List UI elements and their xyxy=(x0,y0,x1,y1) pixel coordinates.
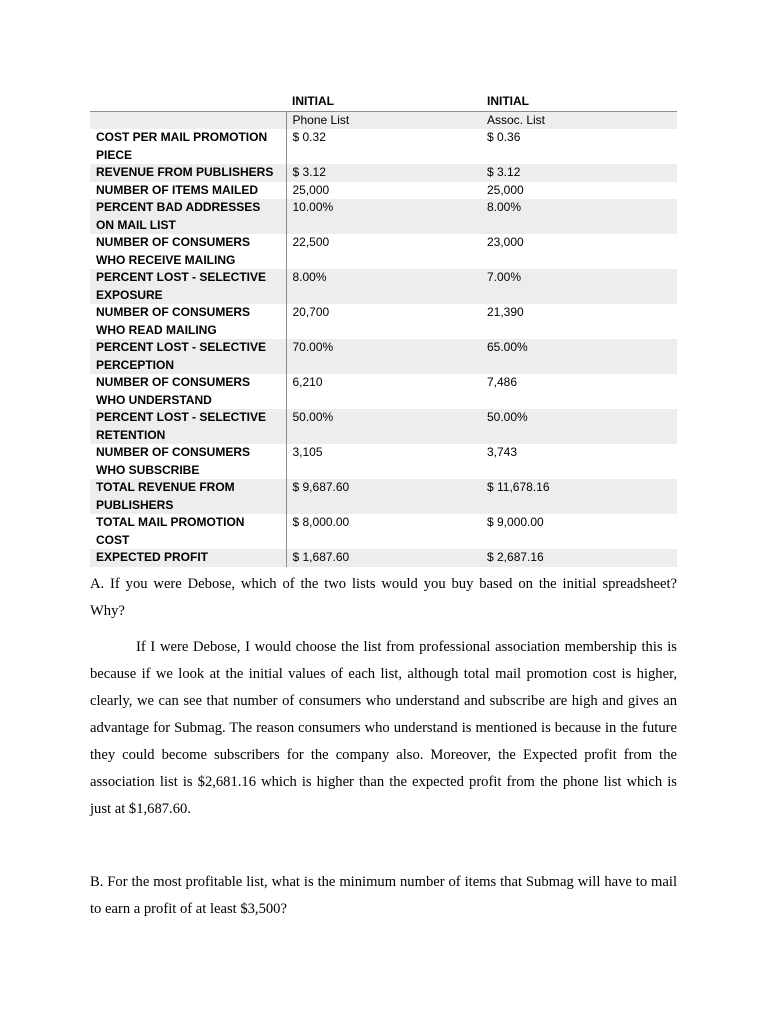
row-label: PERCENT LOST - SELECTIVE EXPOSURE xyxy=(90,269,286,304)
row-label: TOTAL MAIL PROMOTION COST xyxy=(90,514,286,549)
row-label: TOTAL REVENUE FROM PUBLISHERS xyxy=(90,479,286,514)
row-label: PERCENT LOST - SELECTIVE RETENTION xyxy=(90,409,286,444)
spreadsheet-table xyxy=(90,93,677,567)
phone-list-value: $ 9,687.60 xyxy=(286,479,481,514)
table-row xyxy=(90,339,677,374)
table-row xyxy=(90,129,677,164)
phone-list-value: 22,500 xyxy=(292,235,330,249)
row-label: PERCENT BAD ADDRESSES ON MAIL LIST xyxy=(90,199,286,234)
assoc-list-value: 7,486 xyxy=(487,375,518,389)
row-label: PERCENT LOST - SELECTIVE PERCEPTION xyxy=(90,339,286,374)
assoc-list-value: 65.00% xyxy=(481,339,677,374)
phone-list-value: 8.00% xyxy=(286,269,481,304)
header-cell: INITIAL xyxy=(481,93,677,111)
phone-list-value: 20,700 xyxy=(292,305,330,319)
phone-list-value: 50.00% xyxy=(286,409,481,444)
question-b: B. For the most profitable list, what is the minimum number of items that Submag will have to mail to earn a profit of at least $3,500? xyxy=(90,874,677,917)
table-row xyxy=(90,514,677,549)
table-subheader-row xyxy=(90,111,677,129)
assoc-list-value: 7.00% xyxy=(481,269,677,304)
assoc-list-value: $ 11,678.16 xyxy=(481,479,677,514)
phone-list-value: 6,210 xyxy=(292,375,323,389)
table-row xyxy=(90,234,677,269)
table-row xyxy=(90,409,677,444)
assoc-list-value: $ 3.12 xyxy=(481,164,677,182)
row-label: NUMBER OF ITEMS MAILED xyxy=(90,182,286,200)
phone-list-value: 3,105 xyxy=(292,445,323,459)
assoc-list-value: 8.00% xyxy=(481,199,677,234)
header-cell: INITIAL xyxy=(286,93,481,111)
row-label: EXPECTED PROFIT xyxy=(90,549,286,567)
table-row xyxy=(90,374,677,409)
header-cell xyxy=(90,93,286,111)
table-row xyxy=(90,444,677,479)
subheader-cell xyxy=(90,111,286,129)
table-row xyxy=(90,549,677,567)
subheader-cell: Phone List xyxy=(286,111,481,129)
answer-a-paragraph: If I were Debose, I would choose the list from professional association membership this is because if we look at the initial values of each list, although total mail promotion cost is higher, clearly, we can see that number of consumers who understand and subscribe are high and gives an advantage for Submag. The reason consumers who understand is mentioned is because in the future they could become subscribers for the company also. Moreover, the Expected profit from the association list is $2,681.16 which is higher than the expected profit from the phone list which is just at $1,687.60. xyxy=(90,639,677,817)
assoc-list-value: 50.00% xyxy=(481,409,677,444)
row-label: NUMBER OF CONSUMERS WHO READ MAILING xyxy=(90,304,286,339)
phone-list-value: $ 3.12 xyxy=(286,164,481,182)
assoc-list-value: $ 0.36 xyxy=(487,130,521,144)
table-row xyxy=(90,164,677,182)
phone-list-value: $ 8,000.00 xyxy=(292,515,350,529)
assoc-list-value: 23,000 xyxy=(487,235,524,249)
subheader-cell: Assoc. List xyxy=(481,111,677,129)
table-row xyxy=(90,304,677,339)
phone-list-value: 70.00% xyxy=(286,339,481,374)
phone-list-value: $ 1,687.60 xyxy=(286,549,481,567)
table-row xyxy=(90,199,677,234)
assoc-list-value: 25,000 xyxy=(487,182,524,197)
table-body xyxy=(90,129,677,567)
table-row xyxy=(90,269,677,304)
table-header-row xyxy=(90,93,677,111)
row-label: NUMBER OF CONSUMERS WHO UNDERSTAND xyxy=(90,374,286,409)
question-a: A. If you were Debose, which of the two lists would you buy based on the initial spreadsheet? Why? xyxy=(90,576,677,619)
assoc-list-value: 21,390 xyxy=(487,305,524,319)
row-label: NUMBER OF CONSUMERS WHO RECEIVE MAILING xyxy=(90,234,286,269)
row-label: COST PER MAIL PROMOTION PIECE xyxy=(90,129,286,164)
table-row xyxy=(90,182,677,200)
assoc-list-value: $ 2,687.16 xyxy=(481,549,677,567)
phone-list-value: 25,000 xyxy=(292,182,330,197)
phone-list-value: 10.00% xyxy=(286,199,481,234)
row-label: REVENUE FROM PUBLISHERS xyxy=(90,164,286,182)
table-row xyxy=(90,479,677,514)
phone-list-value: $ 0.32 xyxy=(292,130,326,144)
row-label: NUMBER OF CONSUMERS WHO SUBSCRIBE xyxy=(90,444,286,479)
assoc-list-value: 3,743 xyxy=(487,445,518,459)
assoc-list-value: $ 9,000.00 xyxy=(487,515,544,529)
